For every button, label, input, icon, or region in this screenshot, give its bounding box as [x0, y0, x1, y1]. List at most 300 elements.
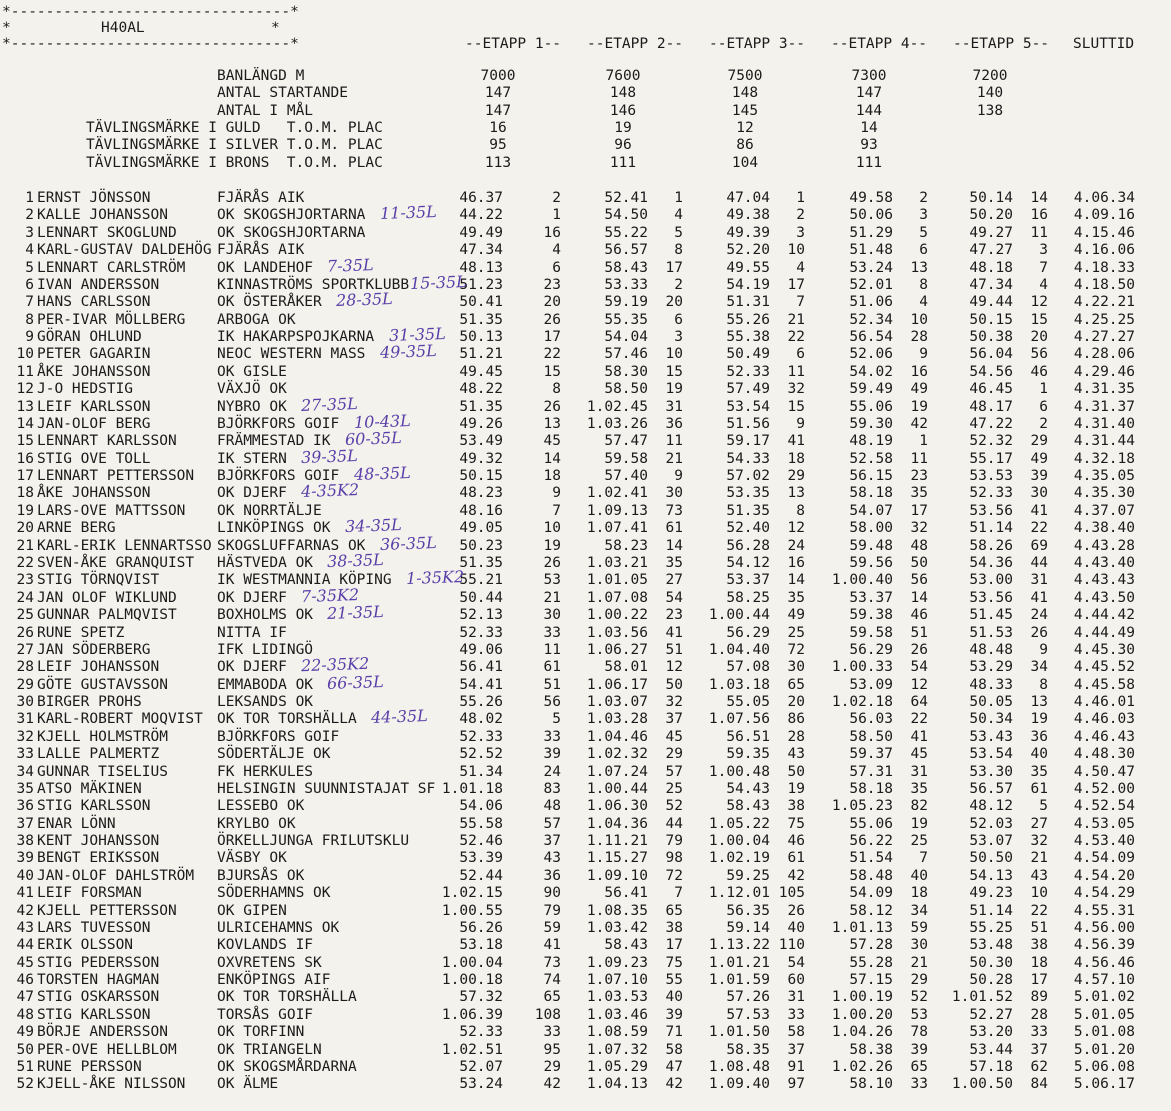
stage-time: 1.05.23: [831, 798, 893, 815]
runner-name: IVAN ANDERSSON: [37, 276, 160, 293]
stage-time: 50.20: [969, 207, 1013, 224]
stage-place: 8: [552, 381, 561, 398]
stage-time: 1.01.18: [441, 780, 503, 797]
stage-place: 58: [787, 1024, 805, 1041]
stage-place: 6: [552, 259, 561, 276]
stage-place: 20: [665, 294, 683, 311]
stat-value: 148: [609, 85, 637, 102]
stage-time: 49.55: [726, 259, 770, 276]
stage-place: 9: [796, 415, 805, 432]
stage-place: 14: [910, 589, 928, 606]
stage-place: 41: [787, 433, 805, 450]
runner-name: ARNE BERG: [37, 520, 116, 537]
stage-place: 42: [787, 867, 805, 884]
club-name: KRYLBO OK: [217, 815, 296, 832]
stage-place: 13: [1030, 694, 1048, 711]
stage-place: 19: [665, 381, 683, 398]
stage-place: 36: [665, 415, 683, 432]
stage-time: 1.09.13: [586, 502, 648, 519]
stage-time: 1.06.30: [586, 798, 648, 815]
runner-name: ERNST JÖNSSON: [37, 190, 151, 206]
stage-time: 53.56: [969, 502, 1013, 519]
stage-place: 7: [1039, 259, 1048, 276]
place-number: 42: [16, 902, 34, 919]
stage-time: 53.00: [969, 572, 1013, 589]
stage-place: 38: [787, 798, 805, 815]
stage-place: 98: [665, 850, 683, 867]
stage-place: 30: [1030, 485, 1048, 502]
club-name: LINKÖPINGS OK: [217, 520, 331, 537]
stage-time: 57.08: [726, 659, 770, 676]
club-name: BJÖRKFORS GOIF: [217, 468, 340, 485]
col-header-etapp-5: --ETAPP 5--: [953, 36, 1050, 52]
stage-time: 47.34: [969, 276, 1013, 293]
stage-place: 43: [1030, 867, 1048, 884]
stage-place: 3: [796, 224, 805, 241]
stage-time: 58.12: [849, 902, 893, 919]
stage-place: 61: [543, 659, 561, 676]
stage-time: 46.37: [459, 190, 503, 206]
total-time: 5.01.20: [1073, 1041, 1135, 1058]
total-time: 4.35.05: [1073, 468, 1135, 485]
total-time: 4.43.40: [1073, 554, 1135, 571]
stage-place: 95: [543, 1041, 561, 1058]
runner-name: KENT JOHANSSON: [37, 833, 160, 850]
runner-name: STIG OVE TOLL: [37, 450, 151, 467]
runner-name: PETER GAGARIN: [37, 346, 151, 363]
stage-time: 57.26: [726, 989, 770, 1006]
stage-time: 50.06: [849, 207, 893, 224]
stage-place: 51: [543, 676, 561, 693]
stage-place: 16: [543, 224, 561, 241]
stage-place: 72: [665, 867, 683, 884]
stage-time: 1.04.46: [586, 728, 648, 745]
stage-time: 59.56: [849, 554, 893, 571]
stage-time: 59.48: [849, 537, 893, 554]
stage-place: 58: [665, 1041, 683, 1058]
total-time: 4.54.09: [1073, 850, 1135, 867]
stage-time: 52.13: [459, 607, 503, 624]
handwritten-note: 48-35L: [353, 463, 411, 485]
runner-name: LENNART KARLSSON: [37, 433, 177, 450]
stage-time: 53.18: [459, 937, 503, 954]
stage-place: 48: [543, 798, 561, 815]
stage-time: 55.06: [849, 398, 893, 415]
stage-place: 5: [1039, 798, 1048, 815]
stage-time: 1.09.10: [586, 867, 648, 884]
stage-time: 56.41: [459, 659, 503, 676]
stage-time: 52.33: [459, 624, 503, 641]
stat-label: ANTAL I MÅL: [217, 102, 314, 119]
stage-place: 18: [787, 450, 805, 467]
stage-place: 21: [910, 954, 928, 971]
place-number: 20: [16, 520, 34, 537]
stage-place: 15: [787, 398, 805, 415]
stage-time: 1.02.45: [586, 398, 648, 415]
stage-place: 56: [910, 572, 928, 589]
total-time: 4.46.43: [1073, 728, 1135, 745]
stage-time: 51.56: [726, 415, 770, 432]
stage-time: 51.35: [459, 554, 503, 571]
handwritten-note: 11-35L: [379, 202, 437, 224]
stage-time: 54.12: [726, 554, 770, 571]
stat-label: TÄVLINGSMÄRKE I SILVER T.O.M. PLAC: [86, 137, 383, 154]
stage-time: 47.34: [459, 242, 503, 259]
stage-place: 2: [1039, 415, 1048, 432]
handwritten-note: 66-35L: [326, 671, 385, 693]
stage-time: 58.23: [604, 537, 648, 554]
stage-time: 49.27: [969, 224, 1013, 241]
stat-value: 7300: [851, 68, 887, 84]
stage-place: 44: [1030, 554, 1048, 571]
stage-place: 71: [665, 1024, 683, 1041]
place-number: 21: [16, 537, 34, 554]
stage-time: 1.00.18: [441, 972, 503, 989]
stat-value: 7600: [605, 68, 641, 84]
stage-place: 23: [665, 607, 683, 624]
stage-time: 51.35: [459, 311, 503, 328]
stage-place: 16: [910, 363, 928, 380]
stage-place: 1: [674, 190, 683, 206]
stage-place: 65: [787, 676, 805, 693]
stage-place: 73: [665, 502, 683, 519]
stage-time: 48.12: [969, 798, 1013, 815]
stage-time: 51.48: [849, 242, 893, 259]
total-time: 4.54.29: [1073, 885, 1135, 902]
club-name: ARBOGA OK: [217, 311, 296, 328]
place-number: 24: [16, 589, 34, 606]
stage-time: 53.53: [969, 468, 1013, 485]
stage-time: 1.00.20: [831, 1006, 893, 1023]
stage-time: 1.04.40: [708, 641, 770, 658]
stage-time: 59.19: [604, 294, 648, 311]
total-time: 4.45.30: [1073, 641, 1135, 658]
stage-place: 6: [796, 346, 805, 363]
club-name: FRÄMMESTAD IK: [217, 433, 331, 450]
runner-name: ATSO MÄKINEN: [37, 780, 142, 797]
club-name: NEOC WESTERN MASS: [217, 346, 366, 363]
stage-time: 49.58: [849, 190, 893, 206]
stage-place: 65: [910, 1059, 928, 1075]
stage-place: 10: [543, 520, 561, 537]
stage-place: 65: [543, 989, 561, 1006]
stage-time: 55.38: [726, 329, 770, 346]
stage-place: 18: [910, 885, 928, 902]
runner-name: KJELL-ÅKE NILSSON: [37, 1076, 186, 1093]
stage-time: 1.02.32: [586, 746, 648, 763]
stage-time: 52.07: [459, 1059, 503, 1075]
stage-time: 1.07.24: [586, 763, 648, 780]
stage-place: 35: [910, 485, 928, 502]
stage-time: 56.04: [969, 346, 1013, 363]
stage-place: 31: [787, 989, 805, 1006]
stage-place: 7: [919, 850, 928, 867]
runner-name: JAN-OLOF BERG: [37, 415, 151, 432]
club-name: OK SKOGSHJORTARNA: [217, 224, 366, 241]
stage-time: 53.24: [849, 259, 893, 276]
place-number: 6: [25, 276, 34, 293]
stage-place: 34: [1030, 659, 1048, 676]
total-time: 4.29.46: [1073, 363, 1135, 380]
stage-place: 59: [910, 919, 928, 936]
club-name: OK GIPEN: [217, 902, 287, 919]
stage-time: 54.41: [459, 676, 503, 693]
place-number: 14: [16, 415, 34, 432]
stage-place: 39: [665, 1006, 683, 1023]
stage-time: 50.30: [969, 954, 1013, 971]
stage-place: 29: [665, 746, 683, 763]
stage-time: 56.29: [849, 641, 893, 658]
stage-place: 8: [1039, 676, 1048, 693]
place-number: 50: [16, 1041, 34, 1058]
stage-time: 50.38: [969, 329, 1013, 346]
place-number: 19: [16, 502, 34, 519]
stage-place: 51: [1030, 919, 1048, 936]
place-number: 34: [16, 763, 34, 780]
stage-time: 59.17: [726, 433, 770, 450]
stage-time: 48.13: [459, 259, 503, 276]
total-time: 4.31.44: [1073, 433, 1135, 450]
stage-place: 32: [910, 520, 928, 537]
stat-value: 147: [484, 85, 512, 102]
total-time: 4.31.37: [1073, 398, 1135, 415]
stage-time: 53.44: [969, 1041, 1013, 1058]
stage-place: 21: [665, 450, 683, 467]
club-name: IK WESTMANNIA KÖPING: [217, 572, 392, 589]
stage-time: 58.26: [969, 537, 1013, 554]
stage-place: 4: [919, 294, 928, 311]
stage-time: 55.22: [604, 224, 648, 241]
stage-place: 41: [1030, 589, 1048, 606]
total-time: 4.45.52: [1073, 659, 1135, 676]
runner-name: LENNART PETTERSSON: [37, 468, 195, 485]
club-name: OK DJERF: [217, 659, 287, 676]
stage-place: 27: [1030, 815, 1048, 832]
stage-place: 35: [787, 589, 805, 606]
place-number: 1: [25, 190, 34, 206]
stage-place: 48: [910, 537, 928, 554]
runner-name: LEIF FORSMAN: [37, 885, 142, 902]
stage-time: 51.45: [969, 607, 1013, 624]
total-time: 4.56.46: [1073, 954, 1135, 971]
stage-time: 54.07: [849, 502, 893, 519]
stage-place: 20: [543, 294, 561, 311]
stage-place: 42: [665, 1076, 683, 1093]
stage-time: 1.12.01: [708, 885, 770, 902]
stage-place: 38: [665, 919, 683, 936]
stage-time: 54.04: [604, 329, 648, 346]
stage-place: 6: [919, 242, 928, 259]
stage-time: 55.17: [969, 450, 1013, 467]
stage-place: 51: [665, 641, 683, 658]
stage-place: 4: [796, 259, 805, 276]
stage-time: 54.36: [969, 554, 1013, 571]
stage-place: 30: [665, 485, 683, 502]
place-number: 2: [25, 207, 34, 224]
stage-place: 54: [910, 659, 928, 676]
club-name: OK TOR TORSHÄLLA: [217, 989, 357, 1006]
handwritten-note: 7-35K2: [300, 584, 360, 606]
stage-time: 1.00.44: [708, 607, 770, 624]
stage-place: 19: [787, 780, 805, 797]
total-time: 4.44.49: [1073, 624, 1135, 641]
stage-place: 35: [910, 780, 928, 797]
stage-place: 54: [787, 954, 805, 971]
stage-time: 54.02: [849, 363, 893, 380]
stage-place: 24: [1030, 607, 1048, 624]
stage-time: 53.29: [969, 659, 1013, 676]
stage-place: 11: [787, 363, 805, 380]
club-name: OK DJERF: [217, 589, 287, 606]
stage-time: 1.06.17: [586, 676, 648, 693]
runner-name: KJELL HOLMSTRÖM: [37, 728, 168, 745]
total-time: 4.32.18: [1073, 450, 1135, 467]
stage-place: 19: [1030, 711, 1048, 728]
stage-time: 58.10: [849, 1076, 893, 1093]
handwritten-note: 15-35L: [409, 271, 468, 293]
stage-place: 61: [665, 520, 683, 537]
stage-time: 1.03.42: [586, 919, 648, 936]
stage-place: 22: [543, 346, 561, 363]
stage-place: 33: [543, 624, 561, 641]
total-time: 4.15.46: [1073, 224, 1135, 241]
stage-time: 1.07.41: [586, 520, 648, 537]
stage-place: 65: [665, 902, 683, 919]
stage-time: 49.23: [969, 885, 1013, 902]
stage-time: 1.09.23: [586, 954, 648, 971]
runner-name: ENAR LÖNN: [37, 815, 116, 832]
stat-value: 19: [614, 119, 632, 136]
stage-time: 55.06: [849, 815, 893, 832]
stage-time: 55.26: [459, 694, 503, 711]
stage-place: 11: [665, 433, 683, 450]
stage-place: 56: [543, 694, 561, 711]
stage-place: 26: [787, 902, 805, 919]
stage-place: 18: [1030, 954, 1048, 971]
stage-time: 1.07.32: [586, 1041, 648, 1058]
stage-place: 43: [543, 850, 561, 867]
stage-place: 3: [919, 207, 928, 224]
runner-name: GÖRAN OHLUND: [37, 329, 142, 346]
handwritten-note: 44-35L: [370, 706, 429, 728]
place-number: 36: [16, 798, 34, 815]
stage-place: 52: [665, 798, 683, 815]
stage-place: 78: [910, 1024, 928, 1041]
stage-time: 1.08.48: [708, 1059, 770, 1075]
handwritten-note: 31-35L: [388, 324, 446, 346]
stage-time: 1.01.05: [586, 572, 648, 589]
stage-place: 56: [1030, 346, 1048, 363]
stage-time: 50.34: [969, 711, 1013, 728]
stage-time: 51.34: [459, 763, 503, 780]
stage-time: 53.30: [969, 763, 1013, 780]
stage-time: 1.02.26: [831, 1059, 893, 1075]
place-number: 22: [16, 554, 34, 571]
header-box-right: *: [271, 20, 280, 36]
runner-name: STIG PEDERSSON: [37, 954, 160, 971]
stage-time: 58.38: [849, 1041, 893, 1058]
stage-time: 1.03.07: [586, 694, 648, 711]
stage-place: 12: [1030, 294, 1048, 311]
stage-place: 44: [665, 815, 683, 832]
stage-time: 48.23: [459, 485, 503, 502]
stage-time: 48.48: [969, 641, 1013, 658]
stage-place: 2: [919, 190, 928, 206]
club-name: ULRICEHAMNS OK: [217, 919, 340, 936]
total-time: 4.48.30: [1073, 746, 1135, 763]
stage-time: 54.50: [604, 207, 648, 224]
stat-label: TÄVLINGSMÄRKE I BRONS T.O.M. PLAC: [86, 154, 383, 171]
stage-time: 1.07.56: [708, 711, 770, 728]
stage-time: 47.22: [969, 415, 1013, 432]
stage-time: 1.03.53: [586, 989, 648, 1006]
stage-time: 1.06.39: [441, 1006, 503, 1023]
stage-place: 17: [1030, 972, 1048, 989]
runner-name: LENNART CARLSTRÖM: [37, 259, 186, 276]
place-number: 25: [16, 607, 34, 624]
stage-time: 51.23: [459, 276, 503, 293]
stage-time: 49.05: [459, 520, 503, 537]
place-number: 29: [16, 676, 34, 693]
stage-place: 3: [1039, 242, 1048, 259]
stage-place: 49: [787, 607, 805, 624]
club-name: TORSÅS GOIF: [217, 1006, 314, 1023]
stage-place: 21: [787, 311, 805, 328]
total-time: 4.53.05: [1073, 815, 1135, 832]
handwritten-note: 1-35K2: [405, 567, 465, 589]
stage-place: 1: [1039, 381, 1048, 398]
stage-place: 54: [665, 589, 683, 606]
handwritten-note: 49-35L: [379, 341, 437, 363]
stage-place: 36: [1030, 728, 1048, 745]
stage-place: 91: [787, 1059, 805, 1075]
stage-place: 50: [910, 554, 928, 571]
stage-time: 1.03.46: [586, 1006, 648, 1023]
stage-time: 53.49: [459, 433, 503, 450]
place-number: 37: [16, 815, 34, 832]
stat-value: 146: [609, 102, 637, 119]
stage-time: 1.00.50: [951, 1076, 1013, 1093]
stat-value: 7500: [727, 68, 763, 84]
stage-time: 53.33: [604, 276, 648, 293]
club-name: HÄSTVEDA OK: [217, 554, 314, 571]
stage-place: 37: [543, 833, 561, 850]
stage-time: 1.06.27: [586, 641, 648, 658]
stage-time: 56.26: [459, 919, 503, 936]
stage-time: 56.57: [969, 780, 1013, 797]
stage-time: 1.00.44: [586, 780, 648, 797]
stage-place: 32: [1030, 833, 1048, 850]
stage-place: 105: [778, 885, 805, 902]
stage-time: 1.02.41: [586, 485, 648, 502]
stage-place: 24: [787, 537, 805, 554]
stage-place: 22: [910, 711, 928, 728]
place-number: 11: [16, 363, 34, 380]
place-number: 33: [16, 746, 34, 763]
stage-place: 9: [552, 485, 561, 502]
stage-time: 51.31: [726, 294, 770, 311]
stage-time: 1.00.40: [831, 572, 893, 589]
stage-place: 33: [910, 1076, 928, 1093]
place-number: 31: [16, 711, 34, 728]
place-number: 51: [16, 1059, 34, 1075]
stage-place: 17: [665, 259, 683, 276]
total-time: 4.35.30: [1073, 485, 1135, 502]
total-time: 4.37.07: [1073, 502, 1135, 519]
handwritten-note: 39-35L: [300, 445, 359, 467]
stage-place: 12: [665, 659, 683, 676]
stage-place: 64: [910, 694, 928, 711]
